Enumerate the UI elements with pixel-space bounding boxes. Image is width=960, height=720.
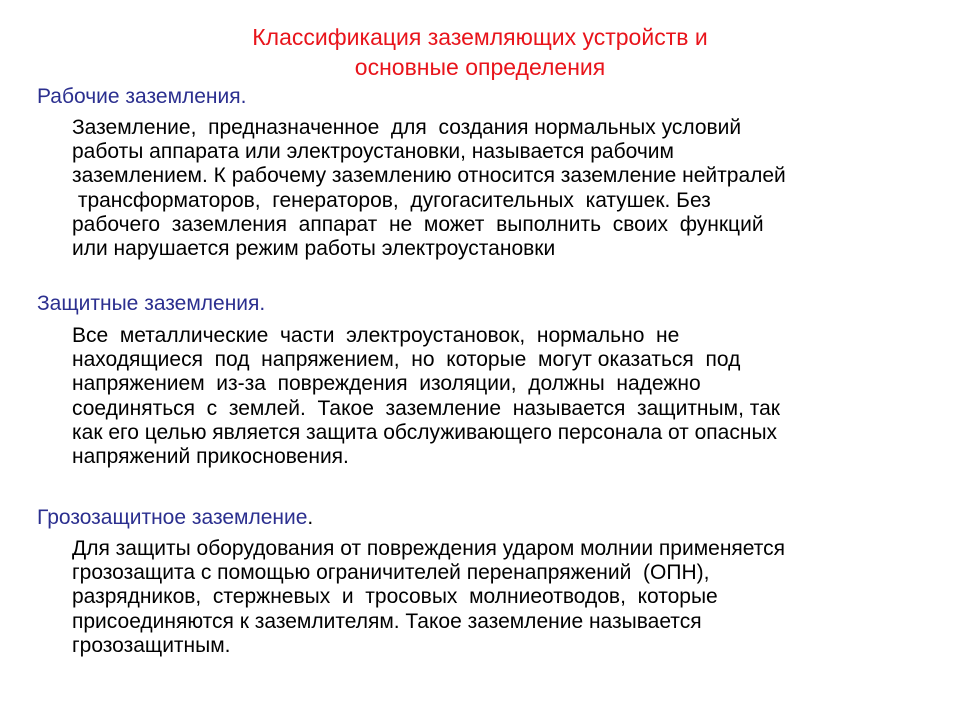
paragraph-line: Все металлические части электроустановок, нормально не xyxy=(72,324,680,347)
paragraph-line: трансформаторов, генераторов, дугогасительных катушек. Без xyxy=(72,188,711,212)
section-heading-protective-grounding xyxy=(37,291,265,317)
paragraph-line: рабочего заземления аппарат не может выполнить своих функций xyxy=(72,212,764,236)
paragraph-line: как его целью является защита обслуживающего персонала от опасных xyxy=(72,420,778,444)
paragraph-line: или нарушается режим работы электроустановки xyxy=(72,237,556,261)
paragraph-line: присоединяются к заземлителям. Такое заземление называется xyxy=(72,609,702,633)
section-heading-dot: . xyxy=(307,506,314,529)
paragraph-line: работы аппарата или электроустановки, называется рабочим xyxy=(72,140,674,164)
paragraph-line: разрядников, стержневых и тросовых молниеотводов, которые xyxy=(72,585,718,609)
paragraph-line: соединяться с землей. Такое заземление называется защитным, так xyxy=(72,396,780,420)
section-paragraph-lightning-grounding xyxy=(72,537,942,658)
slide-title-line-2: основные определения xyxy=(354,54,606,80)
section-heading-working-grounding xyxy=(37,84,246,110)
paragraph-line: находящиеся под напряжением, но которые могут оказаться под xyxy=(72,348,741,372)
section-heading-text: Защитные заземления. xyxy=(37,292,266,315)
section-paragraph-protective-grounding xyxy=(72,324,942,469)
paragraph-line: Для защиты оборудования от повреждения ударом молнии применяется xyxy=(72,537,786,560)
paragraph-line: напряжений прикосновения. xyxy=(72,445,349,469)
paragraph-line: Заземление, предназначенное для создания нормальных условий xyxy=(72,116,742,139)
slide-title xyxy=(180,22,780,82)
paragraph-line: грозозащитным. xyxy=(72,633,231,657)
section-heading-text: Грозозащитное заземление xyxy=(37,506,308,529)
section-heading-text: Рабочие заземления. xyxy=(37,85,247,108)
section-paragraph-working-grounding xyxy=(72,116,942,261)
paragraph-line: напряжением из-за повреждения изоляции, должны надежно xyxy=(72,372,701,396)
paragraph-line: грозозащита с помощью ограничителей перенапряжений (ОПН), xyxy=(72,561,710,585)
section-heading-lightning-grounding xyxy=(37,505,313,531)
paragraph-line: заземлением. К рабочему заземлению относится заземление нейтралей xyxy=(72,164,786,188)
slide-title-line-1: Классификация заземляющих устройств и xyxy=(252,24,708,50)
